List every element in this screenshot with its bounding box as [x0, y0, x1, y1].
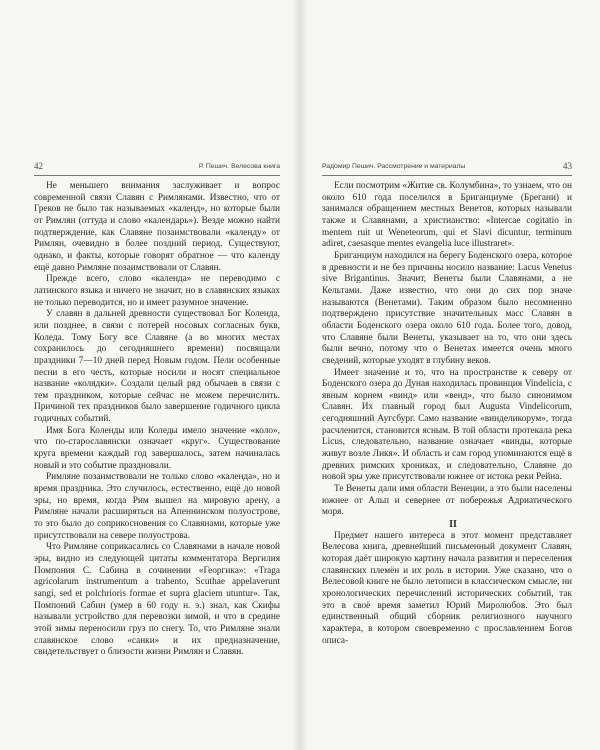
- page-number: 43: [563, 161, 572, 171]
- book-gutter-shadow: [292, 0, 308, 750]
- paragraph: Прежде всего, слово «календа» не переводимо с латинского языка и ничего не значит, но в славянских языках не только переводится, но и имеет разумное значение.: [34, 274, 280, 308]
- paragraph: Имя Бога Коленды или Коледы имело значение «коло», что по-старославянски означает «круг». Существование круга времени каждый год завершалось, затем начиналась новый и это событие праздновали.: [34, 425, 280, 471]
- paragraph: Имеет значение и то, что на пространстве к северу от Боденского озера до Дуная находилась провинция Vindelicia, с явным корнем «винд» или «венд», что было синонимом Славян. Их главный город был Augusta Vindelicorum, сегодняшний Аугсбург. Само название «винделикорум», тогда расчленится, становится ясным. В той области протекала река Licus, следовательно, название означает «винды, которые живут возле Ликя». И область и сам город упоминаются ещё в древних римских хрониках, и следовательно, Славяне до новой эры уже присутствовали южнее от истока реки Рейна.: [322, 367, 572, 483]
- page-number: 42: [34, 161, 43, 171]
- left-page-header: [34, 163, 280, 175]
- paragraph: Если посмотрим «Житие св. Колумбина», то узнаем, что он около 610 года поселился в Бриганциуме (Брегани) и занимался обращением местных Венетов, которых называли также и Славянами, а христианство: «Intercae cogitatio in mentem ruit ut Weneteorum, qui et Slavi dicuntur, terminum adiret, caesasque mentes evangelia luce illustraret».: [322, 181, 572, 250]
- paragraph: Не меньшего внимания заслуживает и вопрос современной связи Славян с Римлянами. Известно, что от Греков не было так называемых «календ», но которые были от Римлян (оттуда и слово «календарь»). Везде можно найти подтверждение, как Славяне позаимствовали «календу» от Римлян, очевидно в более поздний период. Существуют, однако, и факты, которые говорят обратное — что календу ещё давно Римляне позаимствовали от Славян.: [34, 181, 280, 273]
- paragraph: Римляне позаимствовали не только слово «календа», но и время праздника. Это случилось, естественно, ещё до новой эры, но время, когда Рим вышел на мировую арену, а Римляне начали расширяться на Апеннинском полуострове, то это было до соприкосновения со Славянами, которые уже присутствовали на севере полуострова.: [34, 472, 280, 541]
- paragraph: Предмет нашего интереса в этот момент представляет Велесова книга, древнейший письменный документ Славян, которая даёт широкую картину начала развития и переселения славянских племён и их роль в истории. Уже сказано, что о Велесовой книге не было летописи в классическом смысле, ни хронологических перечислений исторических событий, так это в своё время заметил Юрий Миролюбов. Это был единственный общий сборник религиозного научного характера, в котором своевременно с прославлением Богов описа-: [322, 530, 572, 646]
- running-header: Радомир Пешич. Рассмотрение и материалы: [322, 163, 466, 170]
- header-rule: [322, 175, 572, 176]
- right-page-text: [322, 181, 572, 647]
- left-page-text: [34, 181, 280, 659]
- paragraph: У славян в дальней древности существовал Бог Коленда, или позднее, в связи с потерей носовых согласных букв, Коледа. Тому Богу все Славяне (а во многих местах сохранилось до сегодняшнего времени) посвящали праздники 7—10 дней перед Новым годом. Пели особенные песни в его честь, которые носили и носят специальное название «колядки». Создали целый ряд обычаев в связи с тем праздником, которые сейчас не можем перечислить. Причиной тех праздников было завершение годичного цикла годичных событий.: [34, 309, 280, 425]
- section-number: II: [449, 519, 457, 531]
- paragraph: Бриганциум находился на берегу Боденского озера, которое в древности и не без причины носило название: Lacus Venetus sive Brigantinus. Значит, Венеты были Славянами, а не Кельтами. Даже известно, что они до сих пор значе называются (Венетами). Таким образом было несомненно подтверждено присутствие значительных масс Славян в области Боденского озера около 610 года. Более того, довод, что Славяне были Венеты, указывает на то, что они здесь были вечно, потому что о Венетах имеется очень много сведений, которые уходят в глубину веков.: [322, 250, 572, 366]
- right-page: [300, 0, 600, 750]
- header-rule: [34, 175, 280, 176]
- running-header: Р. Пешич. Велесова книга: [198, 163, 280, 170]
- paragraph: Те Венеты дали имя области Венеции, а это были населены южнее от Альп и севернее от побережья Адриатического моря.: [322, 484, 572, 518]
- right-page-header: [322, 163, 572, 175]
- paragraph: Что Римляне соприкасались со Славянами в начале новой эры, видно из следующей цитаты комментатора Вергилия Помпония С. Сабина в сочинении «Георгика»: «Traga agricolarum instrumentum a trahento, Scuthae appelaverunt sangi, sed et polchrioris formae et supra glaciem utuntur». Так, Помпоний Сабин (умер в 60 году н. э.) знал, как Скифы называли устройство для перевозки зимой, и что в средине этой зимы переносили груз по снегу. То, что Римляне знали славянское слово «санки» и их предназначение, свидетельствует о близости жизни Римлян и Славян.: [34, 542, 280, 658]
